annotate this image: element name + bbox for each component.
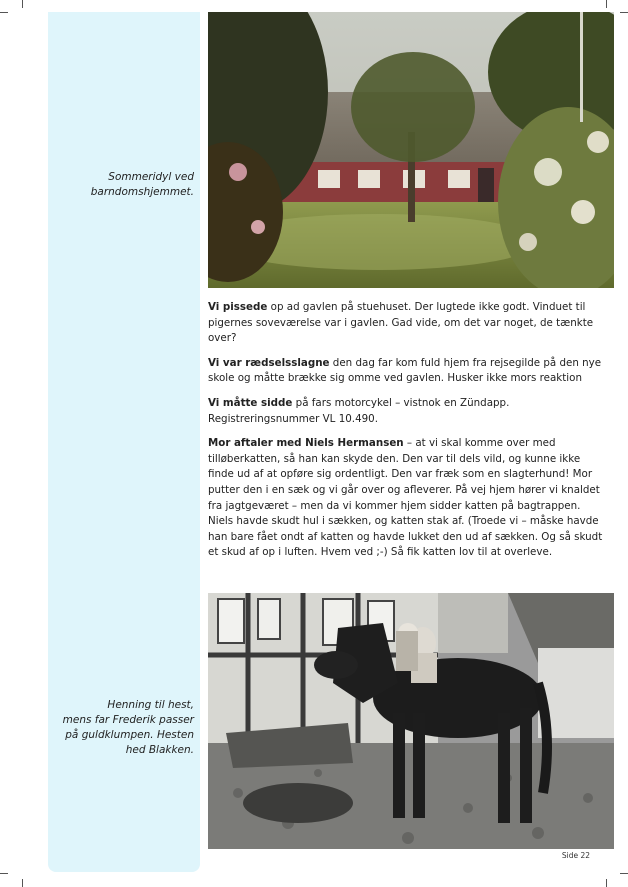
caption-line: hed Blakken. bbox=[125, 744, 194, 756]
paragraph bbox=[208, 396, 604, 427]
caption-top bbox=[44, 170, 200, 200]
paragraph bbox=[208, 300, 604, 347]
paragraph-lead: Mor aftaler med Niels Hermansen bbox=[208, 437, 404, 450]
caption-bottom bbox=[44, 698, 200, 758]
caption-line: mens far Frederik passer bbox=[62, 714, 194, 726]
paragraph-body: – at vi skal komme over med tilløberkatten, så han kan skyde den. Den var til dels vild, og kunne ikke finde ud af at opføre sig ordentligt. Den var fræk som en slagterhund! Mor putter den i en sæk og vi går over og afleverer. På vej hjem hører vi knaldet fra jagtgeværet – men da vi kommer hjem sidder katten på bagtrappen. Niels havde skudt hul i sækken, og katten stak af. (Troede vi – måske havde han bare fået ondt af katten og havde lukket den ud af sækken. Og så skudt et skud af op i luften. Hvem ved ;-) Så fik katten lov til at overleve. bbox=[208, 437, 603, 559]
caption-sidebar bbox=[48, 12, 200, 872]
paragraph-lead: Vi måtte sidde bbox=[208, 396, 293, 409]
crop-mark bbox=[606, 879, 607, 887]
farmhouse-photo bbox=[208, 12, 614, 288]
paragraph-lead: Vi var rædselsslagne bbox=[208, 356, 330, 369]
crop-mark bbox=[22, 0, 23, 8]
paragraph-body: op ad gavlen på stuehuset. Der lugtede ikke godt. Vinduet til pigernes soveværelse var i gavlen. Gad vide, om det var noget, de tænkte over? bbox=[208, 301, 594, 345]
caption-line: barndomshjemmet. bbox=[90, 186, 194, 198]
crop-mark bbox=[620, 873, 628, 874]
paragraph-lead: Vi pissede bbox=[208, 301, 268, 313]
crop-mark bbox=[606, 0, 607, 8]
caption-line: Sommeridyl ved bbox=[108, 171, 194, 183]
paragraph bbox=[208, 436, 604, 561]
caption-line: på guldklumpen. Hesten bbox=[65, 729, 194, 741]
crop-mark bbox=[22, 879, 23, 887]
horse-photo bbox=[208, 593, 614, 849]
page-number: Side 22 bbox=[561, 851, 590, 860]
crop-mark bbox=[0, 873, 8, 874]
crop-mark bbox=[620, 12, 628, 13]
crop-mark bbox=[0, 12, 8, 13]
story-text bbox=[208, 300, 604, 570]
paragraph-body: på fars motorcykel – vistnok en Zündapp. Registreringsnummer VL 10.490. bbox=[208, 396, 510, 425]
caption-line: Henning til hest, bbox=[107, 699, 194, 711]
paragraph bbox=[208, 356, 604, 387]
paragraph-body: den dag far kom fuld hjem fra rejsegilde på den nye skole og måtte brække sig omme ved gavlen. Husker ikke mors reaktion bbox=[208, 356, 602, 385]
